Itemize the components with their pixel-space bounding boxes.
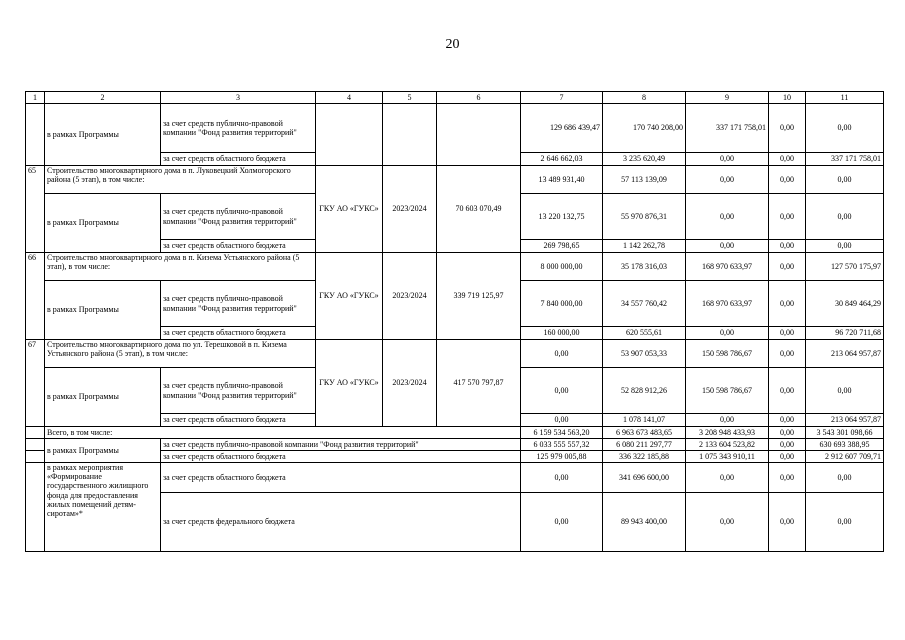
value-cell: 30 849 464,29 [806,281,884,327]
funding-source-label: за счет средств публично-правовой компании "Фонд развития территорий" [161,194,316,240]
value-cell: 0,00 [686,493,769,552]
value-cell: 0,00 [769,240,806,253]
value-cell: 0,00 [769,153,806,166]
value-cell: 0,00 [806,493,884,552]
value-cell: 34 557 760,42 [603,281,686,327]
program-table [25,91,884,552]
value-cell: 0,00 [769,451,806,463]
funding-source-label: за счет средств областного бюджета [161,463,521,493]
value-cell: 150 598 786,67 [686,340,769,368]
value-cell: 35 178 316,03 [603,253,686,281]
value-cell: 6 963 673 483,65 [603,427,686,439]
funding-source-label: за счет средств публично-правовой компании "Фонд развития территорий" [161,439,521,451]
funding-source-label: за счет средств областного бюджета [161,327,316,340]
value-cell: 0,00 [686,414,769,427]
value-cell: 0,00 [769,327,806,340]
value-cell: 0,00 [686,194,769,240]
value-cell: 0,00 [686,463,769,493]
value-cell: 0,00 [686,327,769,340]
value-cell: 52 828 912,26 [603,368,686,414]
value-cell: 3 208 948 433,93 [686,427,769,439]
value-cell: 337 171 758,01 [806,153,884,166]
value-cell: 0,00 [769,253,806,281]
row-number-cell [26,104,45,166]
column-number: 7 [521,92,603,104]
value-cell: 57 113 139,09 [603,166,686,194]
value-cell: 0,00 [769,493,806,552]
value-cell: 0,00 [769,414,806,427]
cost-cell: 339 719 125,97 [437,253,521,340]
value-cell: 53 907 053,33 [603,340,686,368]
value-cell: 168 970 633,97 [686,253,769,281]
value-cell: 0,00 [521,340,603,368]
column-number: 2 [45,92,161,104]
value-cell: 7 840 000,00 [521,281,603,327]
funding-source-label: за счет средств областного бюджета [161,451,521,463]
table-row [26,463,884,493]
value-cell: 0,00 [769,194,806,240]
column-number: 8 [603,92,686,104]
value-cell: 89 943 400,00 [603,493,686,552]
program-label: в рамках Программы [45,439,161,463]
program-label: в рамках Программы [45,104,161,166]
value-cell: 1 075 343 910,11 [686,451,769,463]
value-cell: 0,00 [769,427,806,439]
value-cell: 0,00 [686,240,769,253]
value-cell: 0,00 [806,240,884,253]
funding-source-label: за счет средств федерального бюджета [161,493,521,552]
value-cell: 160 000,00 [521,327,603,340]
funding-source-label: за счет средств публично-правовой компании "Фонд развития территорий" [161,104,316,153]
item-title: Строительство многоквартирного дома в п. Луковецкий Холмогорского района (5 этап), в том числе: [45,166,316,194]
value-cell: 2 912 607 709,71 [806,451,884,463]
value-cell: 0,00 [769,104,806,153]
summary-label: Всего, в том числе: [45,427,521,439]
column-number: 1 [26,92,45,104]
value-cell: 0,00 [769,368,806,414]
value-cell: 0,00 [806,166,884,194]
funding-source-label: за счет средств областного бюджета [161,240,316,253]
measure-label: в рамках мероприятия «Формирование государственного жилищного фонда для предоставления жилых помещений детям-сиротам»* [45,463,161,552]
value-cell: 0,00 [521,414,603,427]
column-number: 9 [686,92,769,104]
column-number: 3 [161,92,316,104]
row-number-cell [26,439,45,451]
column-header-row [26,92,884,104]
value-cell: 620 555,61 [603,327,686,340]
customer-cell: ГКУ АО «ГУКС» [316,340,383,427]
customer-cell [316,104,383,166]
funding-source-label: за счет средств публично-правовой компании "Фонд развития территорий" [161,368,316,414]
value-cell: 0,00 [769,439,806,451]
value-cell: 6 080 211 297,77 [603,439,686,451]
cost-cell: 417 570 797,87 [437,340,521,427]
value-cell: 0,00 [769,281,806,327]
period-cell: 2023/2024 [383,340,437,427]
value-cell: 269 798,65 [521,240,603,253]
cost-cell [437,104,521,166]
value-cell: 0,00 [769,463,806,493]
value-cell: 168 970 633,97 [686,281,769,327]
value-cell: 0,00 [686,153,769,166]
value-cell: 341 696 600,00 [603,463,686,493]
value-cell: 2 646 662,03 [521,153,603,166]
value-cell: 127 570 175,97 [806,253,884,281]
table-row [26,439,884,451]
table-row [26,104,884,153]
value-cell: 1 142 262,78 [603,240,686,253]
row-number: 67 [26,340,45,427]
value-cell: 0,00 [521,493,603,552]
value-cell: 13 489 931,40 [521,166,603,194]
value-cell: 337 171 758,01 [686,104,769,153]
item-title: Строительство многоквартирного дома в п. Кизема Устьянского района (5 этап), в том числе: [45,253,316,281]
table-row [26,166,884,194]
period-cell: 2023/2024 [383,253,437,340]
value-cell: 150 598 786,67 [686,368,769,414]
value-cell: 0,00 [806,104,884,153]
table-row [26,340,884,368]
row-number-cell [26,427,45,439]
value-cell: 1 078 141,07 [603,414,686,427]
item-title: Строительство многоквартирного дома по ул. Терешковой в п. Кизема Устьянского района (5 этап), в том числе: [45,340,316,368]
value-cell: 6 159 534 563,20 [521,427,603,439]
value-cell: 630 693 388,95 [806,439,884,451]
value-cell: 13 220 132,75 [521,194,603,240]
column-number: 11 [806,92,884,104]
program-label: в рамках Программы [45,368,161,427]
value-cell: 0,00 [521,368,603,414]
column-number: 5 [383,92,437,104]
value-cell: 3 235 620,49 [603,153,686,166]
column-number: 4 [316,92,383,104]
cost-cell: 70 603 070,49 [437,166,521,253]
column-number: 10 [769,92,806,104]
value-cell: 0,00 [686,166,769,194]
value-cell: 336 322 185,88 [603,451,686,463]
value-cell: 0,00 [521,463,603,493]
value-cell: 213 064 957,87 [806,414,884,427]
period-cell: 2023/2024 [383,166,437,253]
value-cell: 96 720 711,68 [806,327,884,340]
value-cell: 0,00 [806,368,884,414]
table-row [26,253,884,281]
customer-cell: ГКУ АО «ГУКС» [316,166,383,253]
value-cell: 0,00 [806,463,884,493]
value-cell: 2 133 604 523,82 [686,439,769,451]
value-cell: 8 000 000,00 [521,253,603,281]
value-cell: 129 686 439,47 [521,104,603,153]
value-cell: 3 543 301 098,66 [806,427,884,439]
row-number-cell [26,463,45,552]
value-cell: 125 979 005,88 [521,451,603,463]
page-number: 20 [445,37,460,52]
value-cell: 55 970 876,31 [603,194,686,240]
value-cell: 0,00 [769,340,806,368]
row-number: 66 [26,253,45,340]
program-label: в рамках Программы [45,281,161,340]
customer-cell: ГКУ АО «ГУКС» [316,253,383,340]
funding-source-label: за счет средств публично-правовой компании "Фонд развития территорий" [161,281,316,327]
summary-total-row [26,427,884,439]
row-number: 65 [26,166,45,253]
value-cell: 170 740 208,00 [603,104,686,153]
funding-source-label: за счет средств областного бюджета [161,414,316,427]
value-cell: 0,00 [769,166,806,194]
column-number: 6 [437,92,521,104]
funding-source-label: за счет средств областного бюджета [161,153,316,166]
period-cell [383,104,437,166]
value-cell: 213 064 957,87 [806,340,884,368]
row-number-cell [26,451,45,463]
program-label: в рамках Программы [45,194,161,253]
value-cell: 0,00 [806,194,884,240]
value-cell: 6 033 555 557,32 [521,439,603,451]
